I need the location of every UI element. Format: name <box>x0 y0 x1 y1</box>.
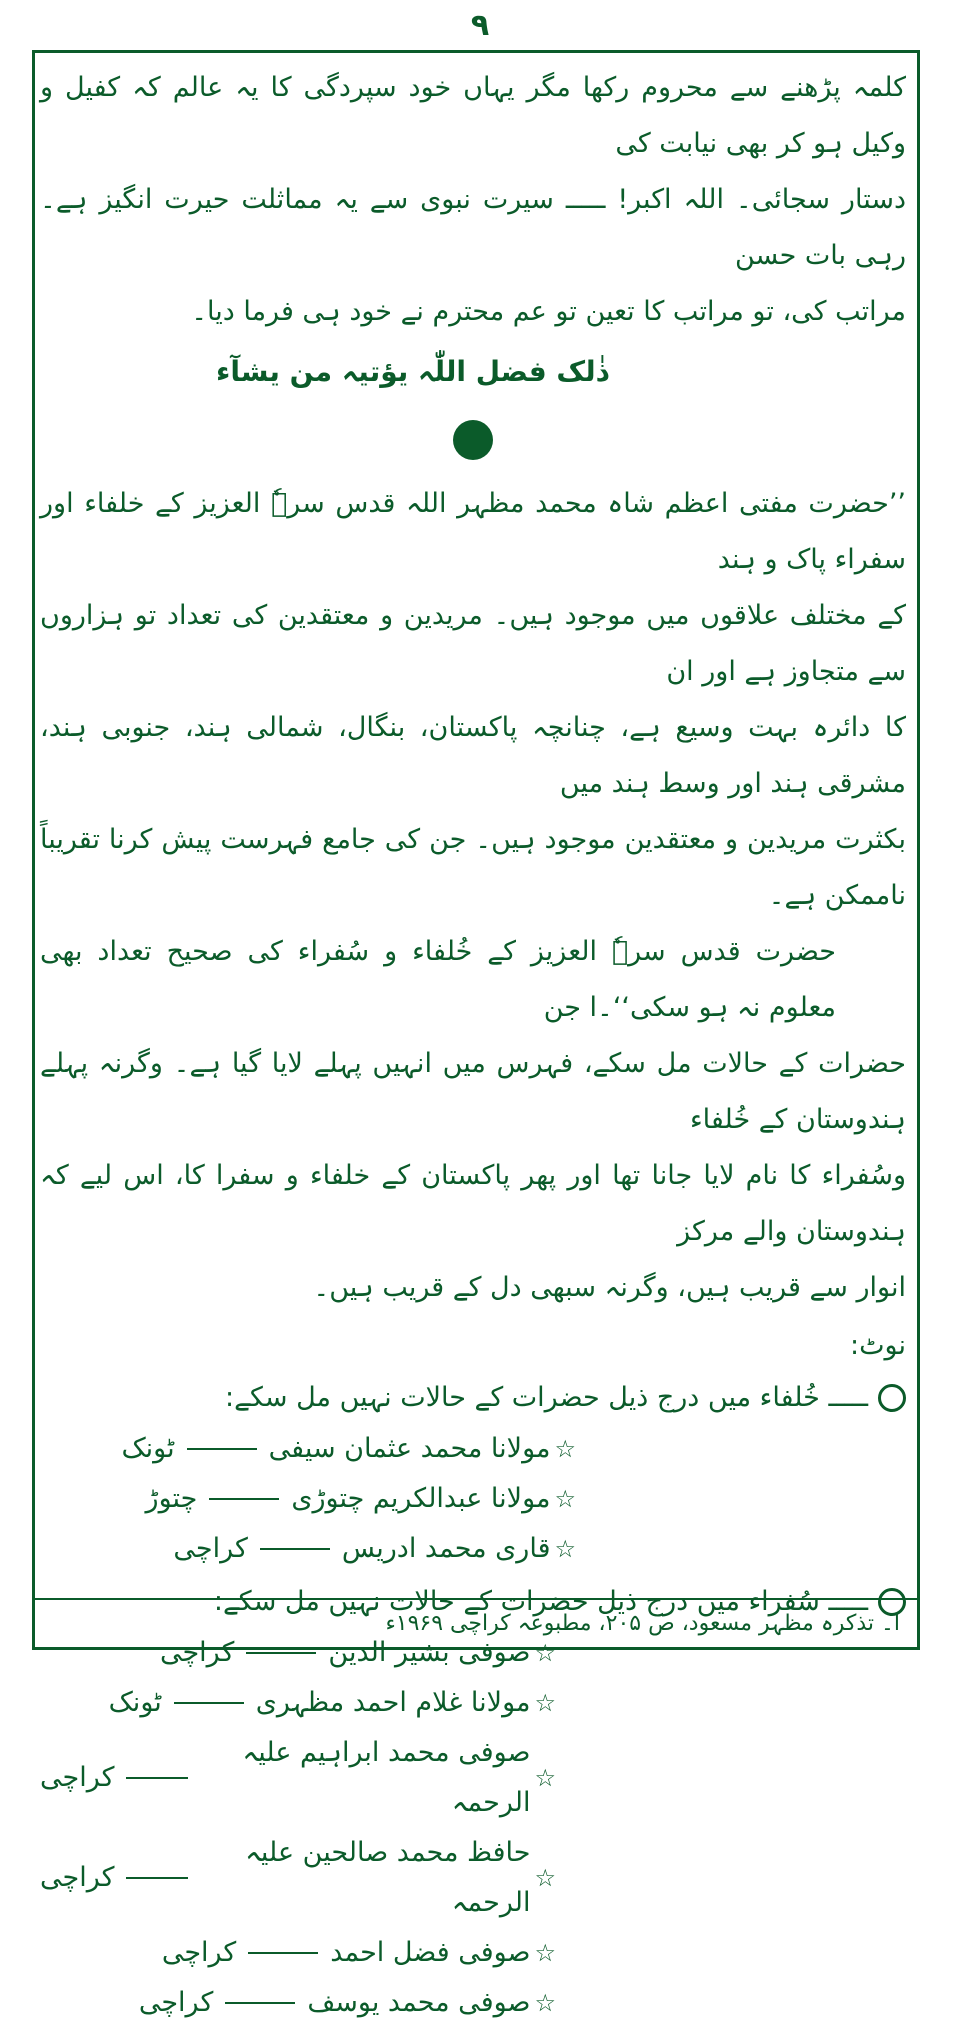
dash-separator <box>126 1777 188 1779</box>
section-divider-dot <box>453 420 493 460</box>
person-name: صوفی محمد ابراہیم علیہ الرحمہ <box>242 1737 531 1818</box>
dash-separator <box>260 1548 330 1550</box>
paragraph-2-quotation <box>40 476 906 924</box>
person-place: کراچی <box>138 1987 214 2018</box>
person-name: مولانا غلام احمد مظہری <box>255 1687 531 1718</box>
text-line: دستار سجائی۔ اللہ اکبر! ـــــ سیرت نبوی سے یہ مماثلت حیرت انگیز ہے۔ رہی بات حسن <box>40 184 906 271</box>
list-item <box>40 1728 906 1828</box>
dash-separator <box>174 1702 244 1704</box>
list-item <box>40 1928 906 1978</box>
person-name: صوفی بشیر الدین <box>328 1637 531 1668</box>
person-name: حافظ محمد صالحین علیہ الرحمہ <box>245 1837 531 1918</box>
star-icon: ☆ <box>534 1864 556 1892</box>
text-line: وسُفراء کا نام لایا جانا تھا اور پھر پاکستان کے خلفاء و سفرا کا، اس لیے کہ ہندوستان والے مرکز <box>40 1160 906 1247</box>
list-item <box>40 1978 906 2028</box>
text-line: مراتب کی، تو مراتب کا تعین تو عم محترم نے خود ہی فرما دیا۔ <box>191 296 906 327</box>
list-item <box>40 1474 906 1524</box>
star-icon: ☆ <box>534 1689 556 1717</box>
sufara-list <box>40 1576 906 2028</box>
footnote-separator <box>32 1598 920 1600</box>
star-icon: ☆ <box>534 1989 556 2017</box>
dash-separator <box>209 1498 279 1500</box>
person-place: کراچی <box>173 1533 248 1564</box>
circle-bullet-icon <box>878 1384 906 1412</box>
star-icon: ☆ <box>534 1764 556 1792</box>
star-icon: ☆ <box>554 1435 576 1463</box>
sufara-heading: ـــــ سُفراء میں درج ذیل حضرات کے حالات نہیں مل سکے: <box>213 1586 868 1617</box>
person-place: کراچی <box>40 1862 115 1893</box>
person-name: قاری محمد ادریس <box>341 1533 551 1564</box>
person-place: ٹونک <box>108 1687 162 1718</box>
list-item <box>40 1828 906 1928</box>
dash-separator <box>246 1652 316 1654</box>
footnote: ا۔ تذکرہ مظہر مسعود، ص ۲۰۵، مطبوعہ کراچی ۱۹۶۹ء <box>385 1611 900 1636</box>
list-item <box>40 1424 906 1474</box>
text-line: کلمہ پڑھنے سے محروم رکھا مگر یہاں خود سپردگی کا یہ عالم کہ کفیل و وکیل ہو کر بھی نیابت کی <box>40 72 906 159</box>
text-line: انوار سے قریب ہیں، وگرنہ سبھی دل کے قریب ہیں۔ <box>313 1272 906 1303</box>
paragraph-1 <box>40 60 906 340</box>
person-name: صوفی فضل احمد <box>330 1937 531 1968</box>
list-item <box>40 1678 906 1728</box>
text-line: بکثرت مریدین و معتقدین موجود ہیں۔ جن کی جامع فہرست پیش کرنا تقریباً ناممکن ہے۔ <box>40 824 906 911</box>
quranic-verse: ذٰلک فضل اللّٰہ یؤتیہ من یشآء <box>216 355 610 388</box>
text-line: ’’حضرت مفتی اعظم شاہ محمد مظہر اللہ قدس سرہٗ العزیز کے خلفاء اور سفراء پاک و ہند <box>40 488 906 575</box>
star-icon: ☆ <box>534 1639 556 1667</box>
khulafa-heading-row <box>40 1372 906 1424</box>
text-line: حضرت قدس سرہٗ العزیز کے خُلفاء و سُفراء کی صحیح تعداد بھی معلوم نہ ہو سکی‘‘۔ا جن <box>40 936 836 1023</box>
list-item <box>40 1524 906 1574</box>
page-number: ٩ <box>470 8 490 43</box>
person-place: چتوڑ <box>145 1483 198 1514</box>
person-place: کراچی <box>159 1637 235 1668</box>
text-line: حضرات کے حالات مل سکے، فہرس میں انہیں پہلے لایا گیا ہے۔ وگرنہ پہلے ہندوستان کے خُلفاء <box>40 1048 906 1135</box>
note-label: نوٹ: <box>850 1330 906 1361</box>
dash-separator <box>248 1952 318 1954</box>
person-name: مولانا محمد عثمان سیفی <box>268 1433 551 1464</box>
person-place: کراچی <box>40 1762 115 1793</box>
person-place: کراچی <box>161 1937 237 1968</box>
khulafa-list <box>40 1372 906 1574</box>
star-icon: ☆ <box>554 1485 576 1513</box>
person-name: صوفی محمد یوسف <box>307 1987 531 2018</box>
text-line: کے مختلف علاقوں میں موجود ہیں۔ مریدین و معتقدین کی تعداد تو ہزاروں سے متجاوز ہے اور ان <box>40 600 906 687</box>
text-line: کا دائرہ بہت وسیع ہے، چنانچہ پاکستان، بنگال، شمالی ہند، جنوبی ہند، مشرقی ہند اور وسط ہند میں <box>40 712 906 799</box>
person-place: ٹونک <box>121 1433 175 1464</box>
khulafa-heading: ـــــ خُلفاء میں درج ذیل حضرات کے حالات نہیں مل سکے: <box>225 1382 868 1413</box>
page-content <box>40 60 906 2028</box>
star-icon: ☆ <box>534 1939 556 1967</box>
dash-separator <box>225 2002 295 2004</box>
paragraph-3 <box>40 924 906 1316</box>
person-name: مولانا عبدالکریم چتوڑی <box>291 1483 551 1514</box>
dash-separator <box>126 1877 188 1879</box>
star-icon: ☆ <box>554 1535 576 1563</box>
dash-separator <box>187 1448 257 1450</box>
